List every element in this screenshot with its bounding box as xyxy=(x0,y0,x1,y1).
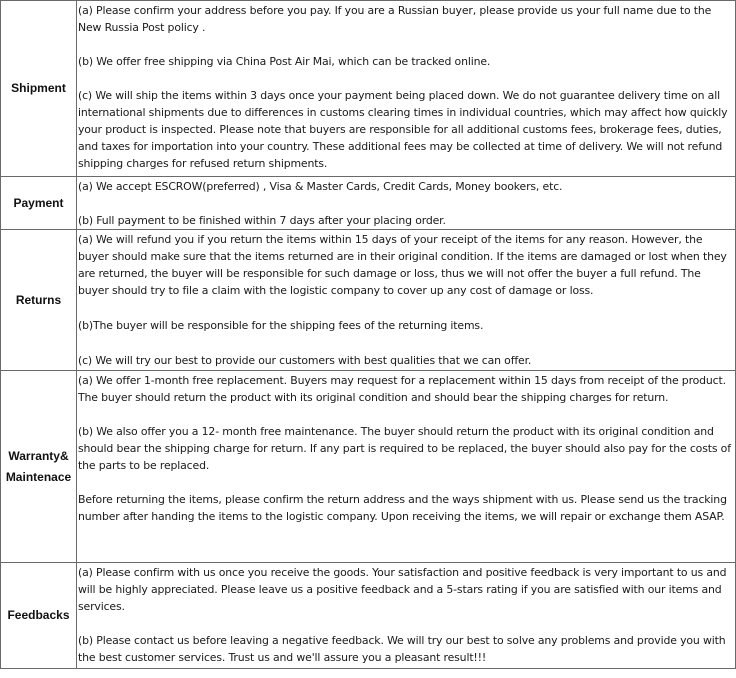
shipment-item-a: (a) Please confirm your address before you pay. If you are a Russian buyer, please provide us your full name due to the New Russia Post policy . xyxy=(78,4,712,34)
feedbacks-content xyxy=(77,563,736,669)
feedbacks-row xyxy=(1,563,736,669)
payment-item-a: (a) We accept ESCROW(preferred) , Visa & Master Cards, Credit Cards, Money bookers, etc. xyxy=(78,180,563,193)
feedbacks-item-b: (b) Please contact us before leaving a negative feedback. We will try our best to solve any problems and provide you with the best customer services. Trust us and we'll assure you a pleasant result!!! xyxy=(78,634,726,664)
returns-item-b: (b)The buyer will be responsible for the shipping fees of the returning items. xyxy=(78,319,484,332)
feedbacks-item-a: (a) Please confirm with us once you receive the goods. Your satisfaction and positive feedback is very important to us and will be highly appreciated. Please leave us a positive feedback and a 5-stars rating if you are satisfied with our items and services. xyxy=(78,566,727,613)
returns-item-a: (a) We will refund you if you return the items within 15 days of your receipt of the items for any reason. However, the buyer should make sure that the items returned are in their original condition. If the items are damaged or lost when they are returned, the buyer will be responsible for such damage or loss, thus we will not offer the buyer a full refund. The buyer should try to file a claim with the logistic company to cover up any cost of damage or loss. xyxy=(78,233,727,297)
payment-item-b: (b) Full payment to be finished within 7 days after your placing order. xyxy=(78,214,446,227)
shipment-item-c: (c) We will ship the items within 3 days once your payment being placed down. We do not guarantee delivery time on all international shipments due to differences in customs clearing times in individual countries, which may affect how quickly your product is inspected. Please note that buyers are responsible for all additional customs fees, brokerage fees, duties, and taxes for importation into your country. These additional fees may be collected at time of delivery. We will not refund shipping charges for refused return shipments. xyxy=(78,89,728,170)
returns-item-c: (c) We will try our best to provide our customers with best qualities that we can offer. xyxy=(78,354,532,367)
returns-label: Returns xyxy=(1,230,77,371)
shipment-row xyxy=(1,1,736,177)
warranty-label-line1: Warranty& xyxy=(8,448,69,463)
warranty-label-line2: Maintenace xyxy=(5,469,72,484)
returns-content xyxy=(77,230,736,371)
warranty-item-a: (a) We offer 1-month free replacement. Buyers may request for a replacement within 15 days from receipt of the product. The buyer should return the product with its original condition and should bear the shipping charges for return. xyxy=(78,374,726,404)
warranty-item-c: Before returning the items, please confirm the return address and the ways shipment with us. Please send us the tracking number after handing the items to the logistic company. Upon receiving the items, we will repair or exchange them ASAP. xyxy=(78,493,727,523)
payment-content xyxy=(77,177,736,230)
warranty-row xyxy=(1,371,736,563)
shipment-content xyxy=(77,1,736,177)
payment-label: Payment xyxy=(1,177,77,230)
shipment-item-b: (b) We offer free shipping via China Post Air Mai, which can be tracked online. xyxy=(78,55,491,68)
payment-row xyxy=(1,177,736,230)
warranty-label xyxy=(1,371,77,563)
returns-row xyxy=(1,230,736,371)
warranty-content xyxy=(77,371,736,563)
shipment-label: Shipment xyxy=(1,1,77,177)
feedbacks-label: Feedbacks xyxy=(1,563,77,669)
warranty-item-b: (b) We also offer you a 12- month free maintenance. The buyer should return the product with its original condition and should bear the shipping charge for return. If any part is required to be replaced, the buyer should also pay for the costs of the parts to be replaced. xyxy=(78,425,731,472)
